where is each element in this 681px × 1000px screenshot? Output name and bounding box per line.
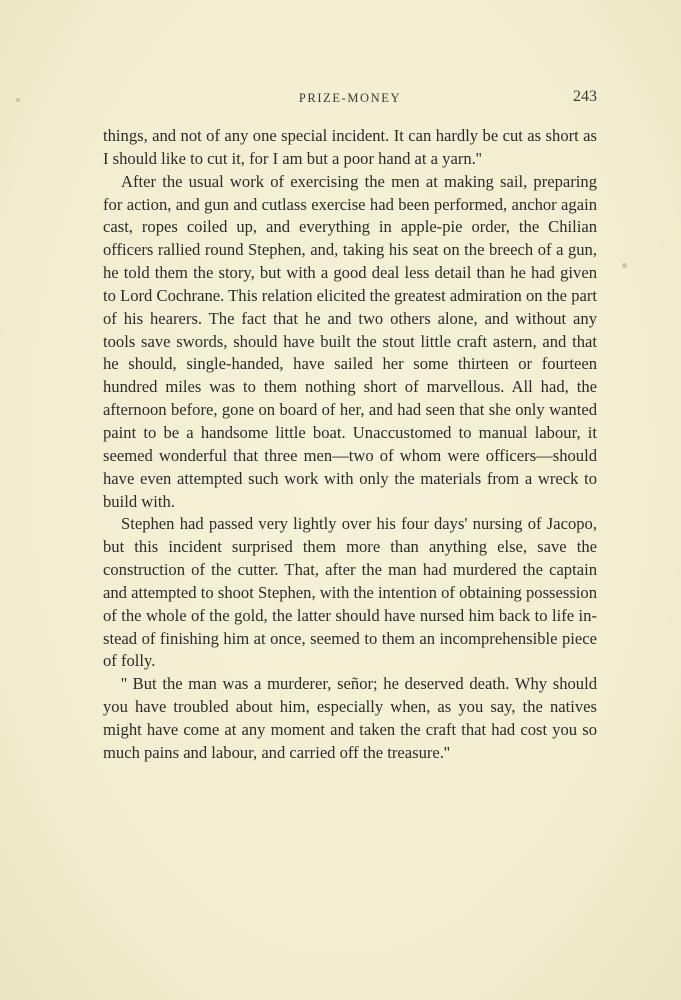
body-text	[103, 125, 597, 765]
paragraph: '' But the man was a murderer, señor; he deserved death. Why should you have troubled about him, especially when, as you say, the natives might have come at any moment and taken the craft that had cost you so much pains and labour, and carried off the treasure.''	[103, 674, 597, 762]
running-title: PRIZE-MONEY	[298, 91, 402, 105]
paper-speck	[16, 98, 20, 102]
paper-speck	[622, 263, 627, 268]
page-header	[103, 88, 597, 112]
paragraph: After the usual work of exercising the men at making sail, preparing for action, and gun and cutlass exercise had been performed, anchor again cast, ropes coiled up, and everything in apple-pie order, the Chilian officers rallied round Stephen, and, taking his seat on the breech of a gun, he told them the story, but with a good deal less detail than he had given to Lord Cochrane. This relation elicited the greatest admiration on the part of his hearers. The fact that he and two others alone, and without any tools save swords, should have built the stout little craft astern, and that he should, single-handed, have sailed her some thirteen or fourteen hundred miles was to them nothing short of marvellous. All had, the afternoon before, gone on board of her, and had seen that she only wanted paint to be a handsome little boat. Unaccustomed to manual labour, it seemed wonderful that three men—two of whom were officers—should have even attempted such work with only the materials from a wreck to build with.	[103, 171, 597, 511]
page-number: 243	[573, 88, 597, 105]
paragraph: Stephen had passed very lightly over his four days' nursing of Jacopo, but this incident surprised them more than anything else, save the construction of the cutter. That, after the man had murdered the captain and attempted to shoot Stephen, with the intention of obtaining possession of the whole of the gold, the latter should have nursed him back to life instead of finishing him at once, seemed to them an incomprehensible piece of folly.	[103, 514, 597, 671]
paragraph: things, and not of any one special incident. It can hardly be cut as short as I should like to cut it, for I am but a poor hand at a yarn.''	[103, 126, 597, 168]
